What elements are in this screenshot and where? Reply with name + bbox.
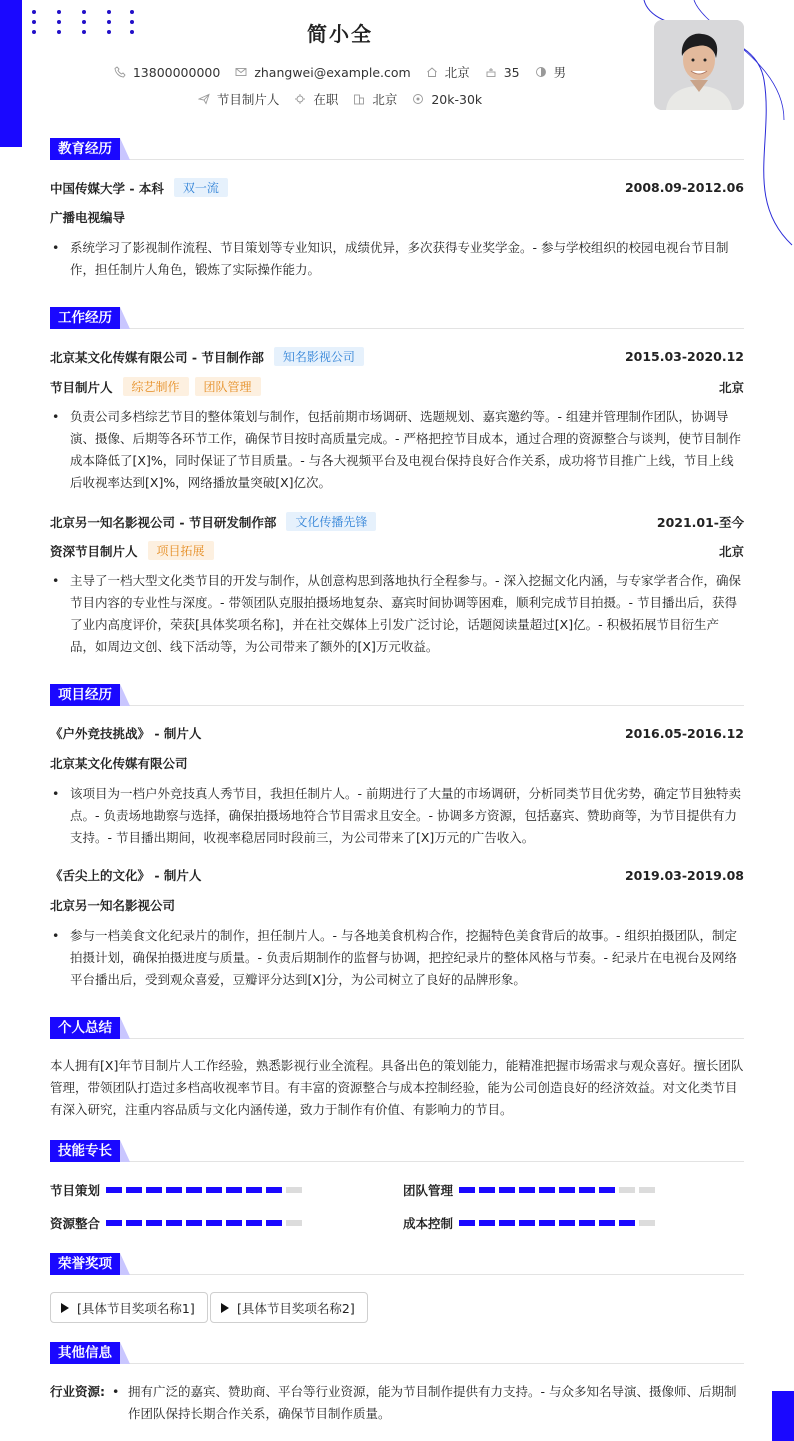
target-city-text: 北京 (372, 92, 398, 107)
salary-text: 20k-30k (431, 91, 483, 107)
play-triangle-icon (221, 1303, 229, 1313)
skill-bar-segment (619, 1187, 635, 1193)
skill-bar-segment (206, 1220, 222, 1226)
skill-bar-segment (126, 1220, 142, 1226)
education-heading: 教育经历 (50, 138, 120, 160)
project-1-org-row (50, 754, 744, 772)
phone-icon (114, 66, 126, 78)
skill-bar-segment (639, 1220, 655, 1226)
education-header-row (50, 178, 744, 197)
skill-bar-segment (519, 1220, 535, 1226)
job-1-company: 北京某文化传媒有限公司 - 节目制作部 (50, 349, 264, 365)
skill-bar-segment (106, 1187, 122, 1193)
job-2-city: 北京 (718, 543, 744, 559)
project-2-org: 北京另一知名影视公司 (50, 898, 176, 913)
skill-bar-segment (166, 1220, 182, 1226)
skill-bar-segment (106, 1220, 122, 1226)
play-triangle-icon (61, 1303, 69, 1313)
job-2-company-tag: 文化传播先锋 (286, 512, 376, 531)
project-2-description: • 参与一档美食文化纪录片的制作，担任制片人。- 与各地美食机构合作，挖掘特色美食背后的故事。- 组织拍摄团队，制定拍摄计划，确保拍摄进度与质量。- 负责后期制作的监督与协调，把控纪录片的整体风格与节奏。- 纪录片在电视台及网络平台播出后，受到观众喜爱，豆瓣评分达到[X]分，为公司树立了良好的品牌形象。 (50, 925, 744, 991)
gender-text: 男 (553, 65, 567, 80)
skill-bar-segment (639, 1187, 655, 1193)
skill-3-level-bar (106, 1220, 302, 1226)
skill-bar-segment (226, 1187, 242, 1193)
building-icon (353, 93, 365, 105)
project-2-date: 2019.03-2019.08 (624, 867, 744, 883)
skill-bar-segment (539, 1220, 555, 1226)
skill-bar-segment (499, 1187, 515, 1193)
skill-4 (403, 1214, 655, 1232)
skill-bar-segment (186, 1220, 202, 1226)
gender-icon (535, 66, 547, 78)
skill-1-name: 节目策划 (50, 1183, 101, 1198)
gender-item (535, 63, 567, 81)
send-icon (198, 93, 210, 105)
school-tag: 双一流 (174, 178, 228, 197)
job-1-city: 北京 (718, 379, 744, 395)
skill-1 (50, 1181, 302, 1199)
skill-bar-segment (206, 1187, 222, 1193)
award-1 (50, 1292, 208, 1323)
skill-bar-segment (479, 1220, 495, 1226)
skill-bar-segment (599, 1220, 615, 1226)
age-icon (485, 66, 497, 78)
other-info-row (50, 1381, 744, 1425)
summary-section (50, 1017, 744, 1039)
summary-heading: 个人总结 (50, 1017, 120, 1039)
salary-icon (412, 93, 424, 105)
accent-square-corner (772, 1391, 794, 1441)
project-2-title: 《舌尖上的文化》 - 制片人 (50, 868, 202, 883)
job-1-date: 2015.03-2020.12 (624, 349, 744, 364)
awards-heading: 荣誉奖项 (50, 1253, 120, 1275)
status-icon (294, 93, 306, 105)
project-1-date: 2016.05-2016.12 (624, 725, 744, 741)
job-2-role-row (50, 541, 744, 560)
skill-3 (50, 1214, 302, 1232)
skill-bar-segment (266, 1187, 282, 1193)
other-text: • 拥有广泛的嘉宾、赞助商、平台等行业资源，能为节目制作提供有力支持。- 与众多知名导演、摄像师、后期制作团队保持长期合作关系，确保节目制作质量。 (108, 1381, 744, 1425)
skill-bar-segment (479, 1187, 495, 1193)
job-1-company-tag: 知名影视公司 (274, 347, 364, 366)
major-row (50, 208, 744, 226)
job-1-role-row (50, 377, 744, 396)
phone-text: 13800000000 (132, 64, 221, 80)
job-2-tag-1: 项目拓展 (148, 541, 214, 560)
skill-bar-segment (146, 1220, 162, 1226)
project-1-description: • 该项目为一档户外竞技真人秀节目，我担任制片人。- 前期进行了大量的市场调研，分析同类节目优劣势，确定节目独特卖点。- 负责场地勘察与选择，确保拍摄场地符合节目需求且安全。- 协调多方资源，包括嘉宾、赞助商等，为节目提供有力支持。- 节目播出期间，收视率稳居同时段前三，为公司带来了[X]万元的广告收入。 (50, 783, 744, 849)
award-2-name: [具体节目奖项名称2] (237, 1300, 355, 1316)
awards-section (50, 1253, 744, 1275)
age-text: 35 (503, 64, 520, 80)
skill-2-level-bar (459, 1187, 655, 1193)
profile-photo (654, 20, 744, 110)
skill-bar-segment (599, 1187, 615, 1193)
project-2-header (50, 866, 744, 884)
project-2-org-row (50, 896, 744, 914)
job-1-role: 节目制片人 (50, 379, 113, 395)
person-portrait (654, 20, 744, 110)
skill-2-name: 团队管理 (403, 1183, 454, 1198)
job-info-row (0, 90, 680, 108)
skill-bar-segment (146, 1187, 162, 1193)
job-1-header (50, 347, 744, 366)
contact-row (0, 63, 680, 81)
education-description: • 系统学习了影视制作流程、节目策划等专业知识，成绩优异，多次获得专业奖学金。- 参与学校组织的校园电视台节目制作，担任制片人角色，锻炼了实际操作能力。 (50, 237, 744, 281)
skill-bar-segment (619, 1220, 635, 1226)
email-text: zhangwei@example.com (254, 64, 411, 80)
projects-section (50, 684, 744, 706)
other-heading: 其他信息 (50, 1342, 120, 1364)
other-label: 行业资源: (50, 1384, 105, 1399)
skill-bar-segment (246, 1187, 262, 1193)
projects-heading: 项目经历 (50, 684, 120, 706)
skill-3-name: 资源整合 (50, 1216, 101, 1231)
skill-bar-segment (166, 1187, 182, 1193)
job-title-text: 节目制片人 (216, 92, 280, 107)
target-city-item (353, 90, 397, 108)
job-2-description: • 主导了一档大型文化类节目的开发与制作，从创意构思到落地执行全程参与。- 深入挖掘文化内涵，与专家学者合作，确保节目内容的专业性与深度。- 带领团队克服拍摄场地复杂、嘉宾时间协调等困难，顺利完成节目拍摄。- 节目播出后，获得了业内高度评价，荣获[具体奖项名称]，并在社交媒体上引发广泛讨论，话题阅读量超过[X]亿。- 积极拓展节目衍生产品，如周边文创、线下活动等，为公司带来了额外的[X]万元收益。 (50, 570, 744, 658)
job-2-header (50, 512, 744, 531)
job-2-role: 资深节目制片人 (50, 543, 138, 559)
skill-bar-segment (266, 1220, 282, 1226)
skills-heading: 技能专长 (50, 1140, 120, 1162)
skill-bar-segment (539, 1187, 555, 1193)
skills-section (50, 1140, 744, 1162)
job-1-tag-1: 综艺制作 (123, 377, 189, 396)
project-1-title: 《户外竞技挑战》 - 制片人 (50, 726, 202, 741)
job-1-description: • 负责公司多档综艺节目的整体策划与制作，包括前期市场调研、选题规划、嘉宾邀约等。- 组建并管理制作团队，协调导演、摄像、后期等各环节工作，确保节目按时高质量完成。- 严格把控节目成本，通过合理的资源整合与谈判，使节目制作成本降低了[X]%，同时保证了节目质量。- 与各大视频平台及电视台保持良好合作关系，成功将节目推广上线，节目上线后收视率达到[X]%，网络播放量突破[X]亿次。 (50, 406, 744, 494)
skill-bar-segment (559, 1187, 575, 1193)
job-title-item (198, 90, 280, 108)
email-item (235, 63, 410, 81)
skill-bar-segment (519, 1187, 535, 1193)
other-section (50, 1342, 744, 1364)
skill-bar-segment (459, 1220, 475, 1226)
school-name: 中国传媒大学 - 本科 (50, 180, 164, 196)
summary-text: 本人拥有[X]年节目制片人工作经验，熟悉影视行业全流程。具备出色的策划能力，能精准把握市场需求与观众喜好。擅长团队管理，带领团队打造过多档高收视率节目。有丰富的资源整合与成本控制经验，能为公司创造良好的经济效益。对文化类节目有深入研究，注重内容品质与文化内涵传递，致力于制作有价值、有影响力的节目。 (50, 1058, 744, 1117)
skill-bar-segment (286, 1187, 302, 1193)
salary-item (412, 90, 482, 108)
phone-item (114, 63, 220, 81)
job-2-date: 2021.01-至今 (656, 514, 744, 530)
status-text: 在职 (313, 92, 339, 107)
major-name: 广播电视编导 (50, 210, 126, 225)
skill-bar-segment (559, 1220, 575, 1226)
location-item (426, 63, 470, 81)
home-icon (426, 66, 438, 78)
work-heading: 工作经历 (50, 307, 120, 329)
skill-2 (403, 1181, 655, 1199)
skill-bar-segment (286, 1220, 302, 1226)
project-1-org: 北京某文化传媒有限公司 (50, 756, 188, 771)
work-section (50, 307, 744, 329)
skill-4-level-bar (459, 1220, 655, 1226)
award-1-name: [具体节目奖项名称1] (77, 1300, 195, 1316)
job-2-company: 北京另一知名影视公司 - 节目研发制作部 (50, 514, 277, 530)
skill-bar-segment (246, 1220, 262, 1226)
education-section (50, 138, 744, 160)
skill-bar-segment (579, 1187, 595, 1193)
skill-bar-segment (226, 1220, 242, 1226)
skill-bar-segment (126, 1187, 142, 1193)
skill-bar-segment (459, 1187, 475, 1193)
status-item (294, 90, 338, 108)
skill-1-level-bar (106, 1187, 302, 1193)
age-item (485, 63, 520, 81)
job-1-tag-2: 团队管理 (195, 377, 261, 396)
skill-bar-segment (186, 1187, 202, 1193)
skill-4-name: 成本控制 (403, 1216, 454, 1231)
location-text: 北京 (444, 65, 470, 80)
skill-bar-segment (579, 1220, 595, 1226)
skill-bar-segment (499, 1220, 515, 1226)
project-1-header (50, 724, 744, 742)
candidate-name: 简小全 (307, 22, 373, 46)
award-2 (210, 1292, 368, 1323)
mail-icon (235, 66, 247, 78)
education-date: 2008.09-2012.06 (624, 180, 744, 195)
